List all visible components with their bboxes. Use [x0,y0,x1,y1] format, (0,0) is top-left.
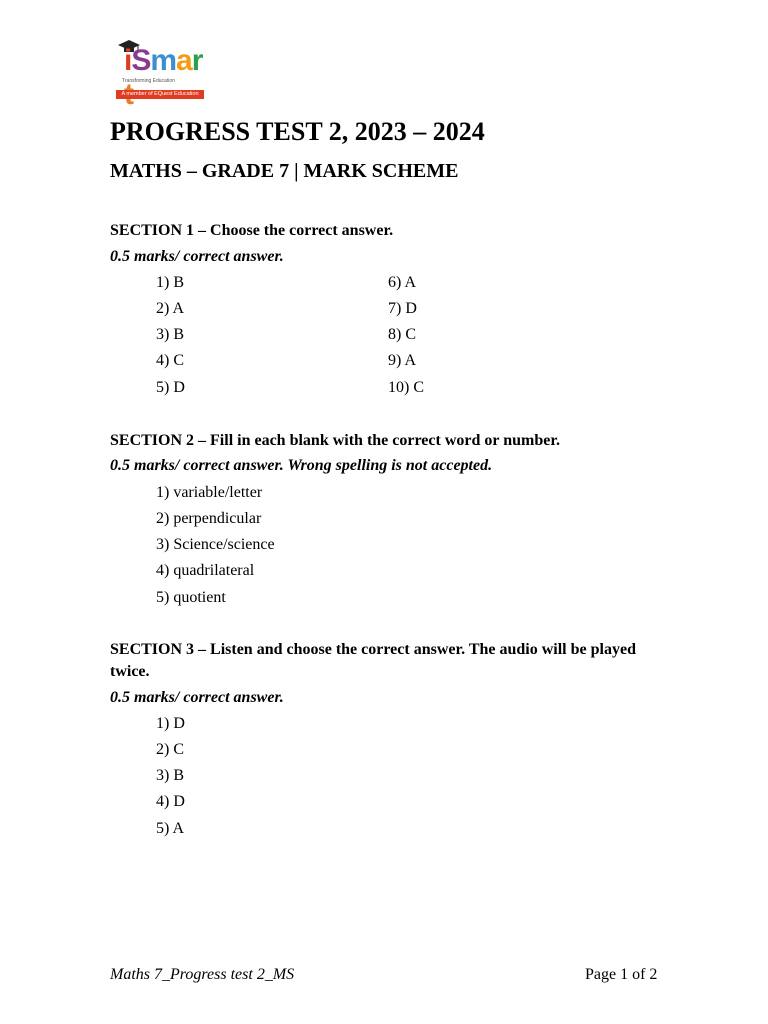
answer-item: 5) D [156,379,185,396]
section-3-heading: SECTION 3 – Listen and choose the correct answer. The audio will be played twice. [110,641,636,680]
answer-item: 4) C [156,352,184,369]
answer-item: 2) A [156,300,184,317]
answer-item: 3) B [156,326,184,343]
section-3-note: 0.5 marks/ correct answer. [110,689,284,706]
logo-letter: i [124,44,132,77]
logo-letter: r [191,44,203,77]
answer-item: 5) A [156,820,184,837]
logo-letter: a [176,44,192,77]
page-subtitle: MATHS – GRADE 7 | MARK SCHEME [110,160,459,182]
footer-document-name: Maths 7_Progress test 2_MS [110,966,295,983]
logo-letter: S [131,44,151,77]
footer-page-number: Page 1 of 2 [585,966,658,983]
answer-item: 5) quotient [156,589,226,606]
answer-item: 7) D [388,300,417,317]
answer-item: 3) Science/science [156,536,275,553]
answer-item: 4) D [156,793,185,810]
answer-item: 1) variable/letter [156,484,263,501]
section-1-heading: SECTION 1 – Choose the correct answer. [110,222,394,239]
answer-item: 10) C [388,379,424,396]
answer-item: 3) B [156,767,184,784]
page-title: PROGRESS TEST 2, 2023 – 2024 [110,117,485,146]
answer-item: 8) C [388,326,416,343]
logo-tagline: Transforming Education [122,78,175,84]
section-2-note: 0.5 marks/ correct answer. Wrong spelling is not accepted. [110,457,493,474]
answer-item: 9) A [388,352,416,369]
section-1-note: 0.5 marks/ correct answer. [110,248,284,265]
answer-item: 2) C [156,741,184,758]
answer-item: 4) quadrilateral [156,562,255,579]
answer-item: 1) B [156,274,184,291]
answer-item: 6) A [388,274,416,291]
answer-item: 2) perpendicular [156,510,262,527]
answer-item: 1) D [156,715,185,732]
ismart-logo [112,40,208,102]
section-2-heading: SECTION 2 – Fill in each blank with the correct word or number. [110,432,560,449]
logo-member-banner: A member of EQuest Education [116,90,204,99]
logo-letter: m [150,44,177,77]
